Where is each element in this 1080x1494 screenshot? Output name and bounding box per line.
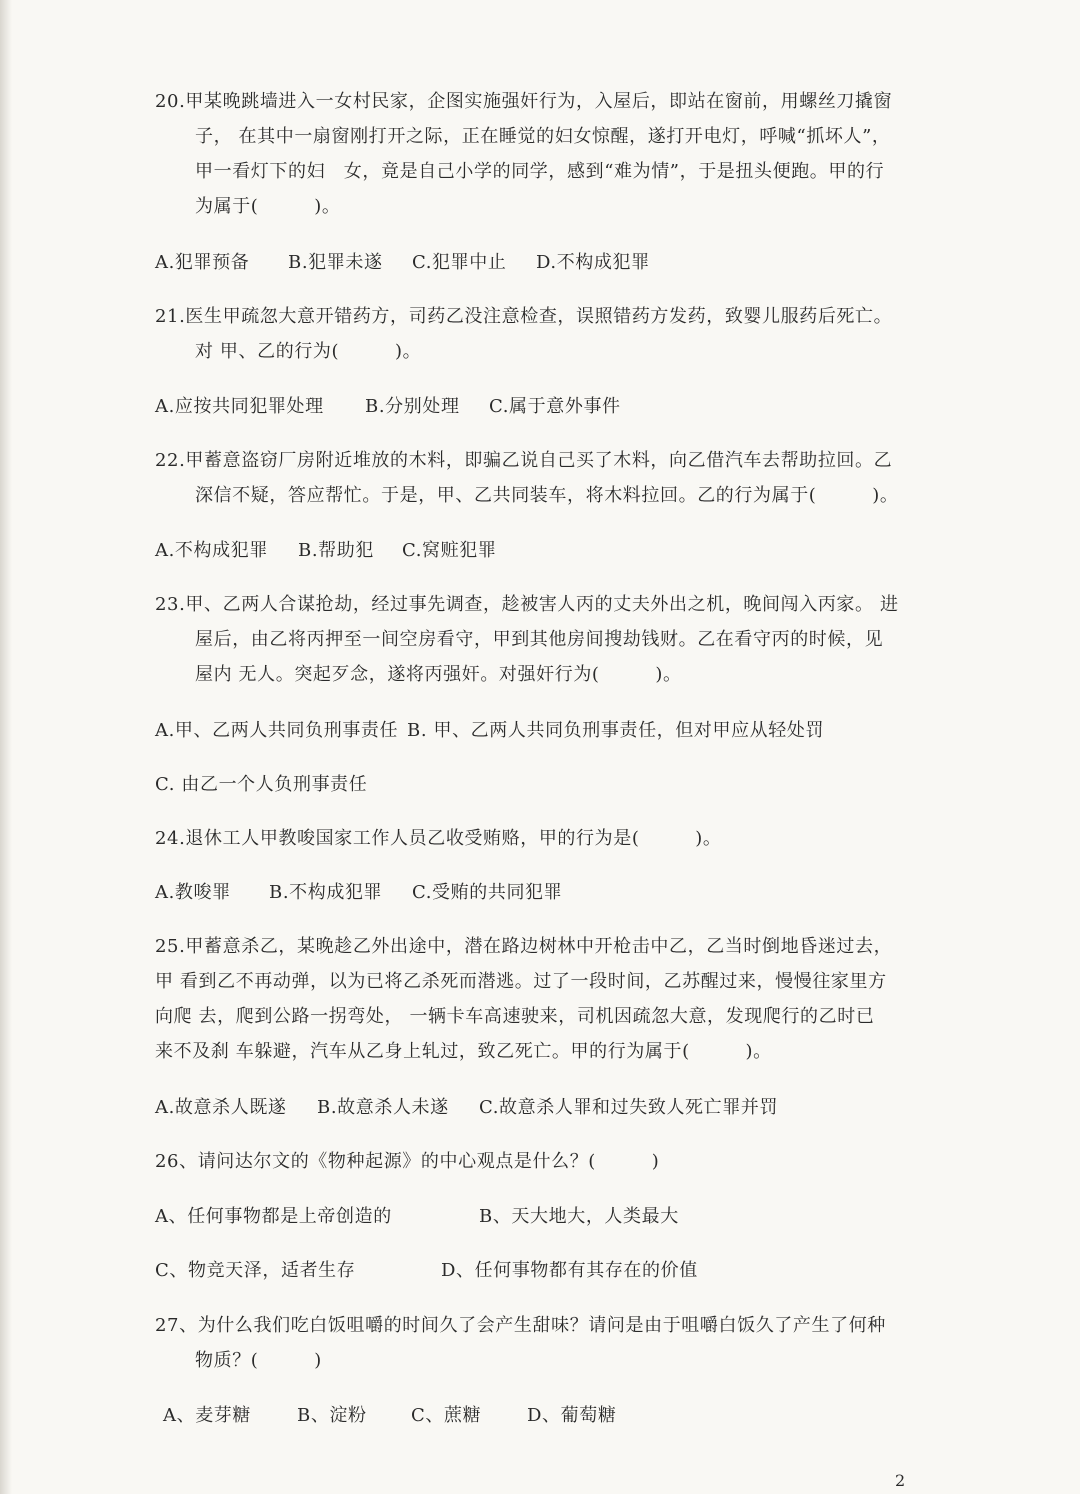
question-20-line-4: 为属于( )。 [195,196,341,217]
question-22-line-2: 深信不疑，答应帮忙。于是，甲、乙共同装车，将木料拉回。乙的行为属于( )。 [195,485,899,506]
option-a: A.甲、乙两人共同负刑事责任 [155,720,399,741]
option-a: A、任何事物都是上帝创造的 [155,1206,392,1227]
question-21 [155,299,892,369]
question-26-line-1: 26、请问达尔文的《物种起源》的中心观点是什么？( ) [155,1151,660,1172]
option-d: D.不构成犯罪 [536,252,650,273]
option-d: D、任何事物都有其存在的价值 [441,1260,698,1281]
question-27-options [163,1398,616,1433]
question-20-line-1: 20.甲某晚跳墙进入一女村民家，企图实施强奸行为，入屋后，即站在窗前，用螺丝刀撬窗 [155,91,893,112]
option-b: B. 甲、乙两人共同负刑事责任，但对甲应从轻处罚 [407,720,825,741]
question-27 [155,1308,886,1378]
option-c: C、蔗糖 [411,1405,482,1426]
question-27-line-1: 27、为什么我们吃白饭咀嚼的时间久了会产生甜味？请问是由于咀嚼白饭久了产生了何种 [155,1315,886,1336]
option-c: C.属于意外事件 [489,396,621,417]
question-25-line-2: 甲 看到乙不再动弹，以为已将乙杀死而潜逃。过了一段时间，乙苏醒过来，慢慢往家里方 [155,971,887,992]
question-25-line-4: 来不及刹 车躲避，汽车从乙身上轧过，致乙死亡。甲的行为属于( )。 [155,1041,772,1062]
option-c: C.故意杀人罪和过失致人死亡罪并罚 [479,1097,779,1118]
option-b: B、淀粉 [297,1405,367,1426]
question-25-line-3: 向爬 去，爬到公路一拐弯处， 一辆卡车高速驶来，司机因疏忽大意，发现爬行的乙时已 [155,1006,875,1027]
page-edge-shadow [0,0,12,1494]
option-a: A.不构成犯罪 [155,540,268,561]
option-d: D、葡萄糖 [527,1405,617,1426]
question-25 [155,929,892,1069]
option-b: B.帮助犯 [298,540,374,561]
option-c: C.窝赃犯罪 [402,540,497,561]
question-20-line-2: 子， 在其中一扇窗刚打开之际，正在睡觉的妇女惊醒，遂打开电灯，呼喊“抓坏人”， [195,126,891,147]
option-b: B.故意杀人未遂 [317,1097,449,1118]
question-21-line-2: 对 甲、乙的行为( )。 [195,341,422,362]
option-a: A.教唆罪 [155,882,231,903]
option-b: B.犯罪未遂 [288,252,383,273]
option-b: B.不构成犯罪 [269,882,383,903]
question-22 [155,443,898,513]
option-a: A、麦芽糖 [163,1405,251,1426]
question-22-options [155,533,496,568]
page-number: 2 [895,1471,906,1490]
question-23-options [155,713,824,748]
option-b: B.分别处理 [365,396,460,417]
question-23-line-1: 23.甲、乙两人合谋抢劫，经过事先调查，趁被害人丙的丈夫外出之机，晚间闯入丙家。 进 [155,594,899,615]
question-26 [155,1144,659,1179]
question-23-line-2: 屋后，由乙将丙押至一间空房看守，甲到其他房间搜劫钱财。乙在看守丙的时候，见 [195,629,884,650]
option-c: C. 由乙一个人负刑事责任 [155,774,368,795]
option-c: C.犯罪中止 [412,252,507,273]
question-20 [155,84,892,224]
question-27-line-2: 物质？( ) [195,1350,322,1371]
option-a: A.故意杀人既遂 [155,1097,287,1118]
question-24-line-1: 24.退休工人甲教唆国家工作人员乙收受贿赂，甲的行为是( )。 [155,828,722,849]
question-20-line-3: 甲一看灯下的妇 女，竟是自己小学的同学，感到“难为情”，于是扭头便跑。甲的行 [195,161,885,182]
question-25-line-1: 25.甲蓄意杀乙，某晚趁乙外出途中，潜在路边树林中开枪击中乙，乙当时倒地昏迷过去， [155,936,893,957]
option-c: C、物竞天泽，适者生存 [155,1260,356,1281]
question-26-options [155,1199,679,1234]
question-23 [155,587,899,692]
question-20-options [155,245,650,280]
option-a: A.犯罪预备 [155,252,250,273]
question-22-line-1: 22.甲蓄意盗窃厂房附近堆放的木料，即骗乙说自己买了木料，向乙借汽车去帮助拉回。乙 [155,450,893,471]
question-23-options-row-2 [155,767,367,802]
question-21-options [155,389,621,424]
question-26-options-row-2 [155,1253,698,1288]
question-23-line-3: 屋内 无人。突起歹念，遂将丙强奸。对强奸行为( )。 [195,664,682,685]
question-24-options [155,875,562,910]
option-b: B、天大地大，人类最大 [479,1206,679,1227]
option-a: A.应按共同犯罪处理 [155,396,324,417]
question-21-line-1: 21.医生甲疏忽大意开错药方，司药乙没注意检查，误照错药方发药，致婴儿服药后死亡。 [155,306,893,327]
option-c: C.受贿的共同犯罪 [412,882,563,903]
question-25-options [155,1090,778,1125]
question-24 [155,821,721,856]
